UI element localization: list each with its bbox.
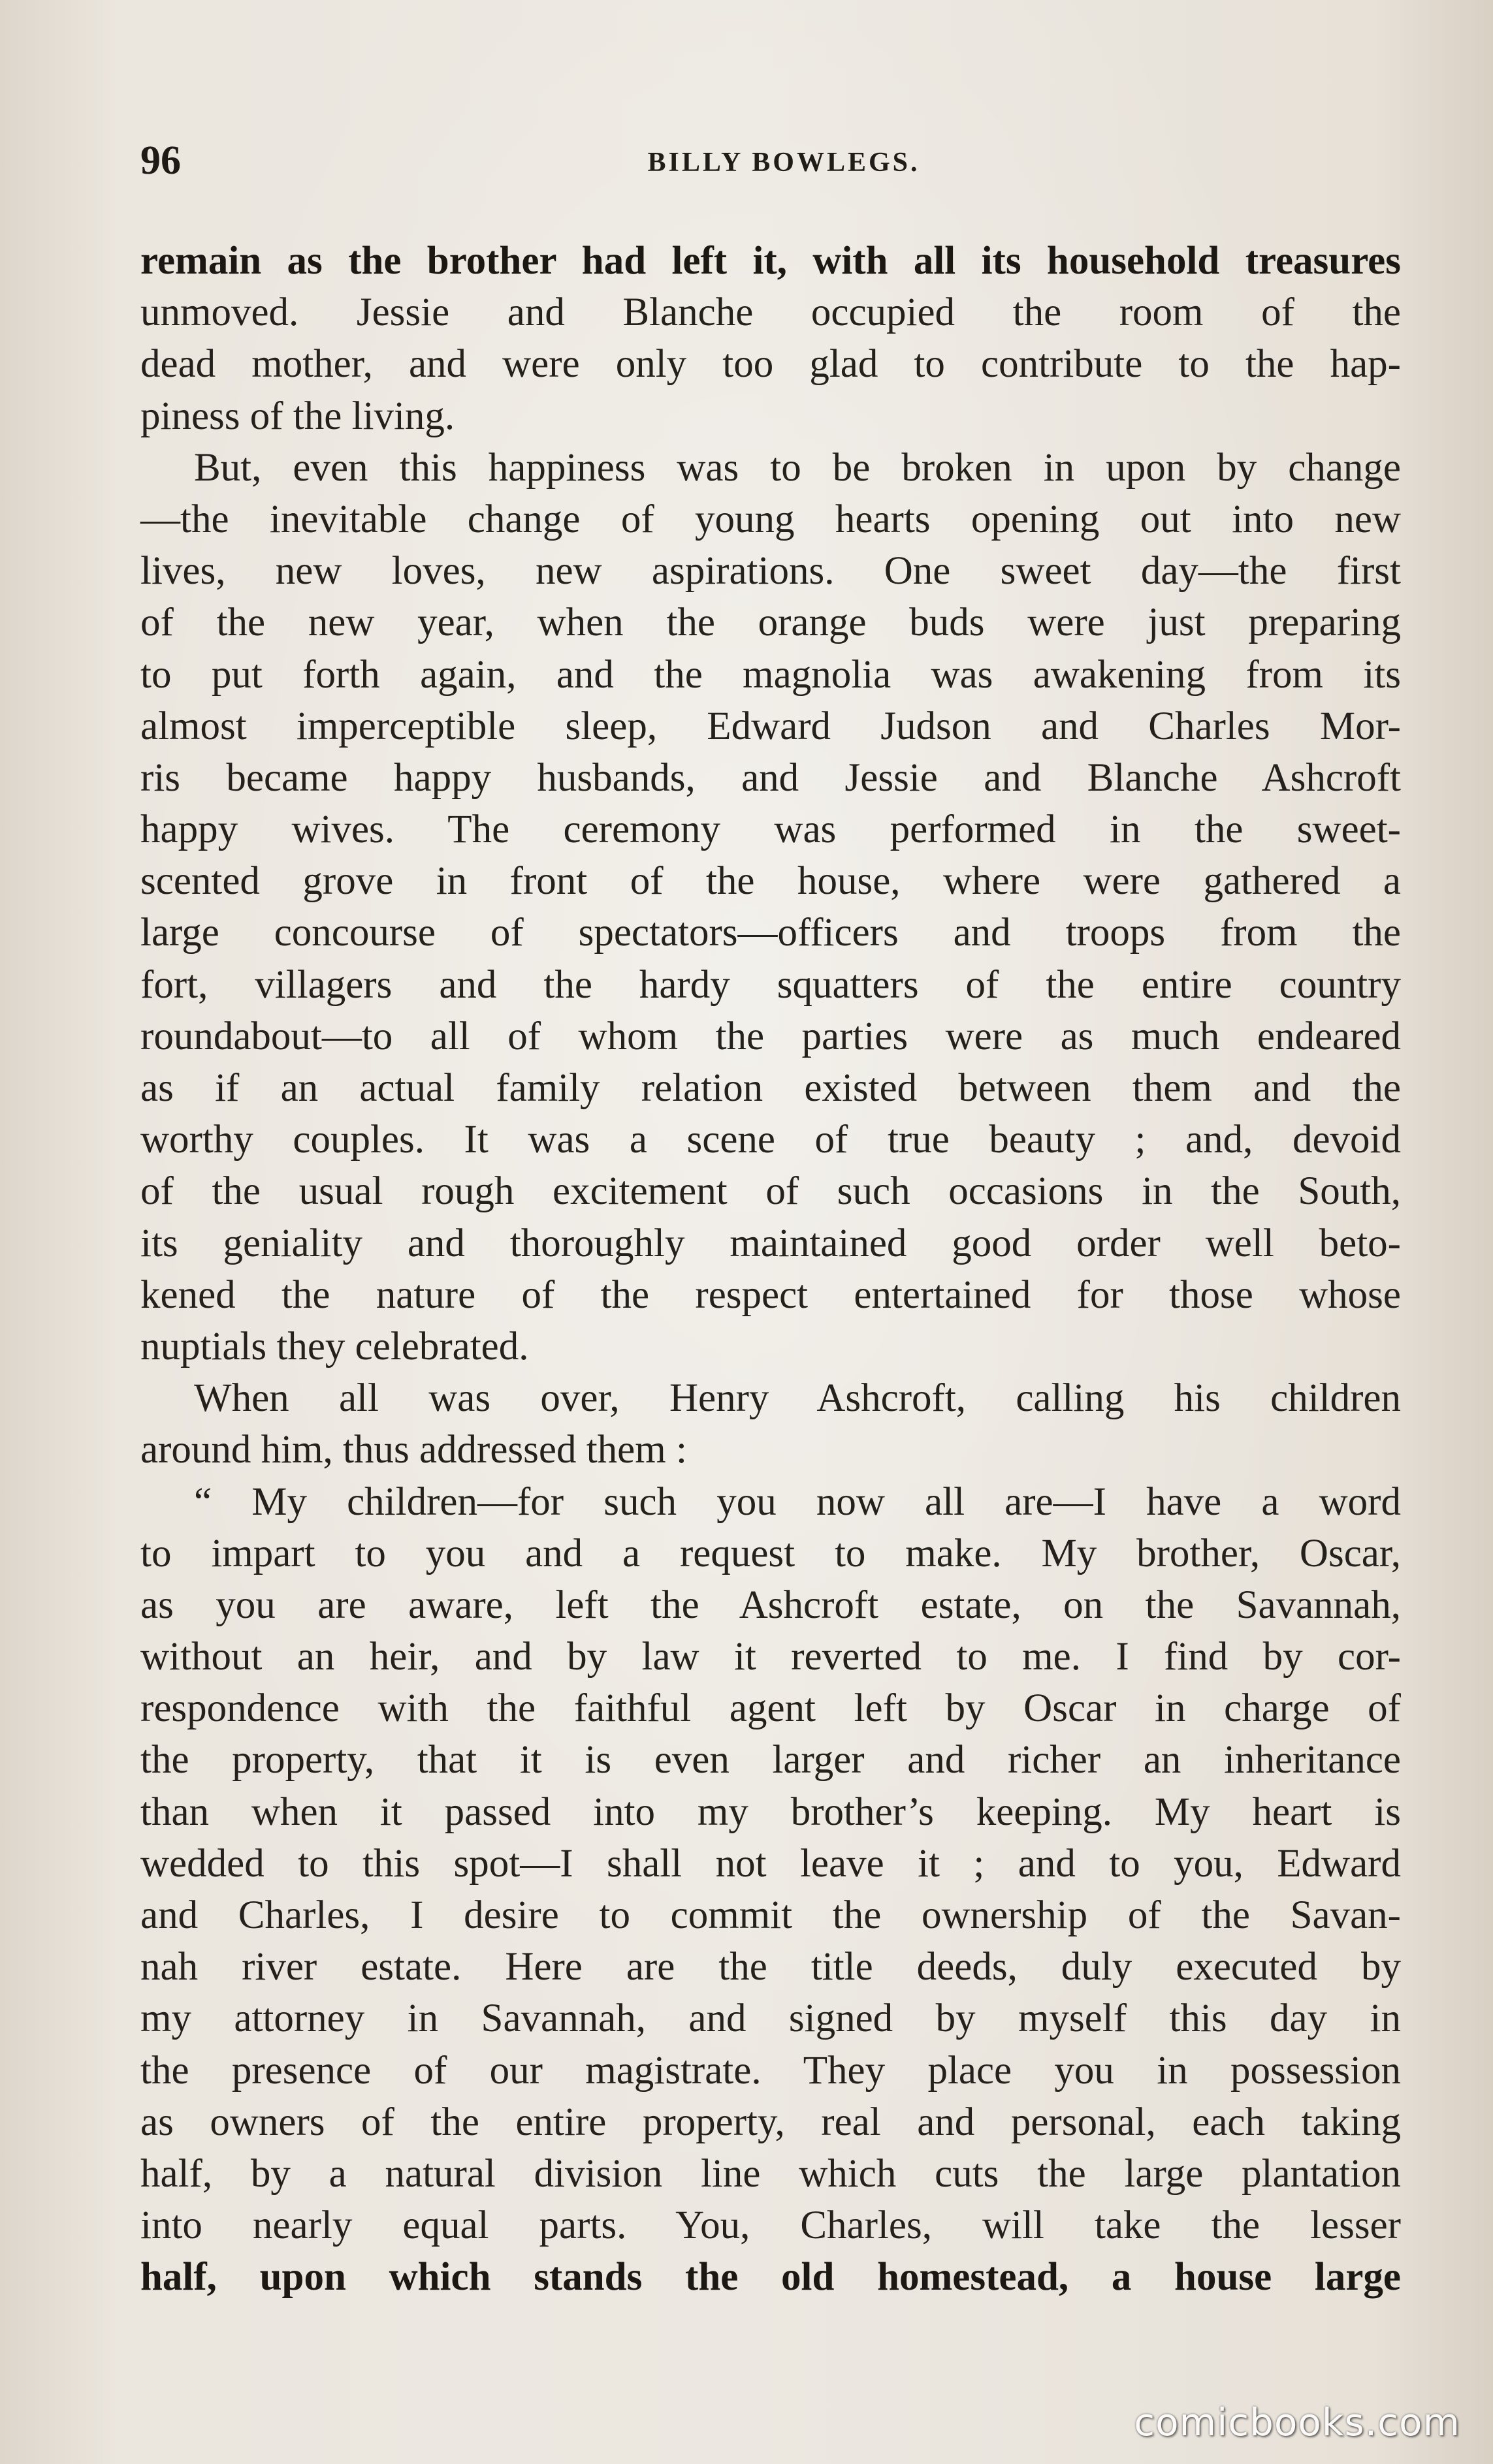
- text-line: its geniality and thoroughly maintained good order well beto-: [140, 1221, 1401, 1265]
- text-line: lives, new loves, new aspirations. One sweet day—the first: [140, 549, 1401, 593]
- text-line: respondence with the faithful agent left by Oscar in charge of: [140, 1686, 1401, 1731]
- running-title: BILLY BOWLEGS.: [647, 148, 920, 178]
- text-line: than when it passed into my brother’s keeping. My heart is: [140, 1790, 1401, 1834]
- text-line: into nearly equal parts. You, Charles, will take the lesser: [140, 2203, 1401, 2248]
- text-line: without an heir, and by law it reverted to me. I find by cor-: [140, 1635, 1401, 1679]
- text-line: to put forth again, and the magnolia was awakening from its: [140, 652, 1401, 697]
- text-line: ris became happy husbands, and Jessie and Blanche Ashcroft: [140, 755, 1401, 800]
- text-line: kened the nature of the respect entertained for those whose: [140, 1272, 1401, 1317]
- text-line: nah river estate. Here are the title deeds, duly executed by: [140, 1945, 1401, 1989]
- text-line: remain as the brother had left it, with all its household treasures: [140, 239, 1401, 283]
- text-line: worthy couples. It was a scene of true beauty ; and, devoid: [140, 1118, 1401, 1162]
- text-line: “ My children—for such you now all are—I have a word: [194, 1479, 1401, 1524]
- text-line: piness of the living.: [140, 394, 455, 438]
- text-line: nuptials they celebrated.: [140, 1324, 529, 1368]
- text-line: to impart to you and a request to make. My brother, Oscar,: [140, 1531, 1401, 1575]
- text-line: —the inevitable change of young hearts opening out into new: [140, 497, 1401, 541]
- text-line: fort, villagers and the hardy squatters of the entire country: [140, 962, 1401, 1007]
- watermark: comicbooks.com: [1134, 2400, 1460, 2444]
- text-line: and Charles, I desire to commit the ownership of the Savan-: [140, 1893, 1401, 1937]
- text-line: as owners of the entire property, real and personal, each taking: [140, 2100, 1401, 2144]
- page-number: 96: [140, 138, 181, 183]
- text-line: happy wives. The ceremony was performed in the sweet-: [140, 808, 1401, 852]
- text-line: as you are aware, left the Ashcroft estate, on the Savannah,: [140, 1583, 1401, 1627]
- text-line: large concourse of spectators—officers and troops from the: [140, 911, 1401, 955]
- text-line: as if an actual family relation existed between them and the: [140, 1066, 1401, 1110]
- text-line: the presence of our magistrate. They place you in possession: [140, 2048, 1401, 2093]
- body-text: [140, 235, 1401, 2303]
- text-line: around him, thus addressed them :: [140, 1428, 687, 1472]
- text-line: my attorney in Savannah, and signed by myself this day in: [140, 1997, 1401, 2041]
- text-line: half, upon which stands the old homestead, a house large: [140, 2255, 1401, 2299]
- text-line: unmoved. Jessie and Blanche occupied the room of the: [140, 291, 1401, 335]
- text-line: the property, that it is even larger and richer an inheritance: [140, 1738, 1401, 1782]
- text-line: scented grove in front of the house, where were gathered a: [140, 859, 1401, 904]
- page-header: [140, 134, 1401, 186]
- text-line: roundabout—to all of whom the parties were as much endeared: [140, 1014, 1401, 1058]
- text-line: almost imperceptible sleep, Edward Judson and Charles Mor-: [140, 704, 1401, 748]
- text-line: half, by a natural division line which cuts the large plantation: [140, 2151, 1401, 2196]
- text-line: dead mother, and were only too glad to contribute to the hap-: [140, 342, 1401, 387]
- text-line: When all was over, Henry Ashcroft, calling his children: [194, 1376, 1401, 1421]
- text-line: of the new year, when the orange buds were just preparing: [140, 601, 1401, 645]
- text-line: wedded to this spot—I shall not leave it ; and to you, Edward: [140, 1841, 1401, 1886]
- text-line: of the usual rough excitement of such occasions in the South,: [140, 1169, 1401, 1214]
- text-line: But, even this happiness was to be broken in upon by change: [194, 445, 1401, 490]
